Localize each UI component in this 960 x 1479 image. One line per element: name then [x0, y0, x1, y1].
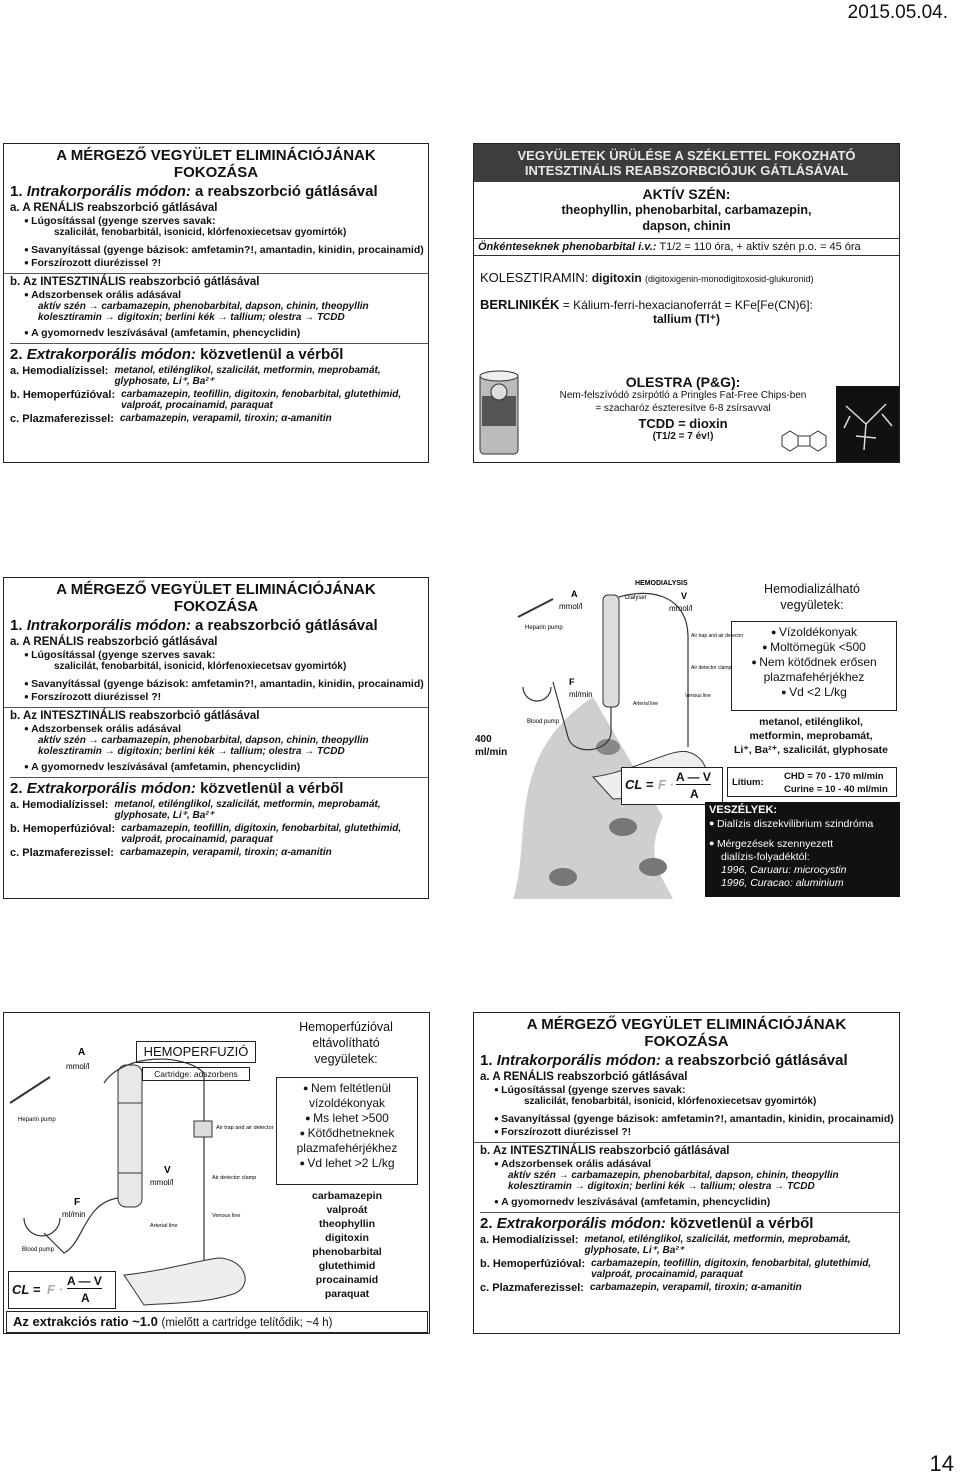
- section-2-heading: 2. Extrakorporális módon: közvetlenül a vérből: [10, 777, 428, 797]
- perfusable-drugs: [276, 1189, 418, 1301]
- thallium-line: tallium (Tl⁺): [653, 312, 720, 326]
- adsorbent-line-2: kolesztiramin → digitoxin; berlini kék → tallium; olestra → TCDD: [38, 746, 345, 757]
- bullet-alkalinization: ● Lúgosítással (gyenge szerves savak:: [24, 215, 428, 227]
- dialysable-drugs: metanol, etilénglikol, metformin, meprobamát, Li⁺, Ba²⁺, szalicilát, glyphosate: [733, 716, 889, 756]
- venous-label: Venous line: [212, 1213, 241, 1219]
- drug-item: phenobarbital: [312, 1246, 382, 1258]
- f-unit: ml/min: [569, 690, 593, 699]
- adsorbent-line-2: kolesztiramin → digitoxin; berlini kék → tallium; olestra → TCDD: [38, 312, 345, 323]
- bullet-acidification: ● Savanyítással (gyenge bázisok: amfetamin?!, amantadin, kinidin, procainamid): [494, 1113, 899, 1125]
- section-2-heading: 2. Extrakorporális módon: közvetlenül a vérből: [480, 1212, 899, 1232]
- drug-item: procainamid: [315, 1274, 379, 1286]
- f-unit: ml/min: [62, 1210, 86, 1219]
- v-unit: mmol/l: [669, 604, 693, 613]
- dialyser-cartridge: [603, 595, 619, 707]
- olestra-molecule-image: [836, 386, 899, 462]
- slide-intestinal: [473, 143, 900, 463]
- cholestyramine-line: KOLESZTIRAMIN: digitoxin (digitoxigenin-monodigitoxosid-glukuronid): [480, 270, 814, 285]
- bullet-adsorbents: ● Adszorbensek orális adásával: [24, 289, 428, 301]
- drug-item: digitoxin: [325, 1232, 369, 1244]
- renal-heading: a. A RENÁLIS reabszorbció gátlásával: [10, 202, 218, 214]
- bullet-diuresis: ● Forszírozott diurézissel ?!: [494, 1126, 899, 1138]
- a-label: A: [571, 589, 578, 599]
- dialysis-criteria: ● Vízoldékonyak ● Moltömegük <500 ● Nem kötődnek erősen plazmafehérjékhez ● Vd <2 L/kg: [731, 621, 897, 711]
- bullet-acidification: ● Savanyítással (gyenge bázisok: amfetamin?!, amantadin, kinidin, procainamid): [24, 244, 428, 256]
- slide-title: A MÉRGEZŐ VEGYÜLET ELIMINÁCIÓJÁNAK FOKOZÁSA: [526, 1016, 847, 1050]
- arm-shape: [124, 1258, 245, 1305]
- adsorbent-line-1: aktív szén → carbamazepin, phenobarbital, dapson, chinin, theopyllin: [38, 301, 369, 312]
- bullet-alkalinization: ● Lúgosítással (gyenge szerves savak:: [24, 649, 428, 661]
- venous-tubing: [619, 593, 688, 747]
- blood-cell: [609, 818, 637, 836]
- perfusable-title: Hemoperfúzióval eltávolítható vegyületek:: [299, 1020, 393, 1066]
- slide-hemoperfusion: [3, 1012, 430, 1334]
- arterial-label: Arterial line: [150, 1223, 178, 1229]
- clamp-label: Air detector clamp: [691, 665, 732, 671]
- dioxin-structure: [774, 424, 834, 462]
- blood-pump-label: Blood pump: [527, 719, 560, 725]
- drug-item: carbamazepin: [311, 1190, 383, 1202]
- hemodialysis-row: a. Hemodialízissel: metanol, etilénglikol, szalicilát, metformin, meprobamát, glyphosate, Li⁺, Ba²⁺: [10, 365, 381, 387]
- blood-cell: [549, 868, 577, 886]
- section-1-heading: 1. Intrakorporális módon: a reabszorbció gátlásával: [10, 183, 378, 200]
- heparin-syringe: [518, 599, 553, 617]
- renal-heading: a. A RENÁLIS reabszorbció gátlásával: [10, 636, 218, 648]
- section-2-heading: 2. Extrakorporális módon: közvetlenül a vérből: [10, 343, 428, 363]
- lithium-clearance: Lítium: CHD = 70 - 170 ml/min Curine = 10 - 40 ml/min: [727, 767, 897, 797]
- f-label: F: [74, 1197, 81, 1208]
- blood-pump-label: Blood pump: [22, 1247, 55, 1253]
- drug-item: valproát: [326, 1204, 368, 1216]
- hemoperfusion-row: b. Hemoperfúzióval: carbamazepin, teofillin, digitoxin, fenobarbital, glutethimid, valproát, procainamid, paraquat: [480, 1258, 872, 1280]
- bullet-diuresis: ● Forszírozott diurézissel ?!: [24, 691, 428, 703]
- clearance-formula: CL = F · A — V A: [621, 767, 723, 805]
- adsorbent-line-2: kolesztiramin → digitoxin; berlini kék → tallium; olestra → TCDD: [508, 1181, 815, 1192]
- slide-elimination-3: [473, 1012, 900, 1334]
- air-trap-shape: [194, 1121, 212, 1137]
- bullet-adsorbents: ● Adszorbensek orális adásával: [494, 1158, 899, 1170]
- f-label: F: [569, 677, 575, 687]
- heparin-label: Heparin pump: [18, 1117, 56, 1123]
- clearance-formula: CL = F · A — V A: [8, 1271, 116, 1309]
- heparin-label: Heparin pump: [525, 625, 563, 631]
- plasmapheresis-row: c. Plazmaferezissel: carbamazepin, verapamil, tiroxin; α-amanitin: [10, 847, 332, 859]
- arterial-label: Arterial line: [633, 701, 659, 707]
- pringles-can-image: [478, 368, 520, 456]
- bullet-diuresis: ● Forszírozott diurézissel ?!: [24, 257, 428, 269]
- a-unit: mmol/l: [559, 602, 583, 611]
- hemodialysis-row: a. Hemodialízissel: metanol, etilénglikol, szalicilát, metformin, meprobamát, glyphosate, Li⁺, Ba²⁺: [10, 799, 381, 821]
- alkalinization-list: szalicilát, fenobarbitál, isonicid, klórfenoxiecetsav gyomirtók): [54, 227, 347, 238]
- bullet-gastric: ● A gyomornedv leszívásával (amfetamin, phencyclidin): [24, 761, 428, 773]
- hemodialysis-row: a. Hemodialízissel: metanol, etilénglikol, szalicilát, metformin, meprobamát, glyphosate, Li⁺, Ba²⁺: [480, 1234, 851, 1256]
- volunteer-line: Önkénteseknek phenobarbital i.v.: T1/2 = 110 óra, + aktív szén p.o. = 45 óra: [474, 238, 899, 256]
- adsorbent-line-1: aktív szén → carbamazepin, phenobarbital, dapson, chinin, theopyllin: [508, 1170, 839, 1181]
- dangers-box: VESZÉLYEK: ● Dialízis diszekvilibrium szindróma ● Mérgezések szennyezett dialízis-folyadéktól: 1996, Caruaru: microcystin 1996, Curacao: aluminium: [705, 802, 900, 897]
- intestinal-heading: b. Az INTESZTINÁLIS reabszorbció gátlásával: [10, 710, 260, 722]
- v-label: V: [681, 591, 688, 601]
- hemoperfusion-title: HEMOPERFUZIÓ: [136, 1041, 256, 1063]
- venous-label: Venous line: [685, 693, 711, 699]
- hemoperfusion-row: b. Hemoperfúzióval: carbamazepin, teofillin, digitoxin, fenobarbital, glutethimid, valproát, procainamid, paraquat: [10, 389, 402, 411]
- alkalinization-list: szalicilát, fenobarbitál, isonicid, klórfenoxiecetsav gyomirtók): [524, 1096, 817, 1107]
- v-unit: mmol/l: [150, 1178, 174, 1187]
- slide-elimination-1: [3, 143, 429, 463]
- blood-cell: [639, 858, 667, 876]
- adsorbent-line-1: aktív szén → carbamazepin, phenobarbital, dapson, chinin, theopyllin: [38, 735, 369, 746]
- drug-item: theophyllin: [319, 1218, 375, 1230]
- page-number: 14: [929, 1451, 954, 1476]
- a-label: A: [78, 1047, 86, 1058]
- dialysable-title: Hemodializálható vegyületek:: [764, 582, 860, 612]
- slide-title: A MÉRGEZŐ VEGYÜLET ELIMINÁCIÓJÁNAK FOKOZÁSA: [56, 147, 376, 181]
- intestinal-heading: b. Az INTESZTINÁLIS reabszorbció gátlásával: [480, 1145, 730, 1157]
- plasmapheresis-row: c. Plazmaferezissel: carbamazepin, verapamil, tiroxin; α-amanitin: [10, 413, 332, 425]
- hemoperfusion-criteria: ● Nem feltétlenül vízoldékonyak ● Ms lehet >500 ● Kötődhetneknek plazmafehérjékhez ● Vd lehet >2 L/kg: [276, 1077, 418, 1185]
- plasmapheresis-row: c. Plazmaferezissel: carbamazepin, verapamil, tiroxin; α-amanitin: [480, 1282, 802, 1294]
- extraction-ratio: Az extrakciós ratio ~1.0 (mielőtt a cartridge telítődik; ~4 h): [6, 1311, 428, 1333]
- bullet-acidification: ● Savanyítással (gyenge bázisok: amfetamin?!, amantadin, kinidin, procainamid): [24, 678, 428, 690]
- dialyser-label: Dialyser: [625, 595, 647, 601]
- intestinal-heading: b. Az INTESZTINÁLIS reabszorbció gátlásával: [10, 276, 260, 288]
- section-1-heading: 1. Intrakorporális módon: a reabszorbció gátlásával: [480, 1052, 848, 1069]
- slide-title: A MÉRGEZŐ VEGYÜLET ELIMINÁCIÓJÁNAK FOKOZÁSA: [56, 581, 376, 615]
- slide-header: VEGYÜLETEK ÜRÜLÉSE A SZÉKLETTEL FOKOZHATÓ INTESZTINÁLIS REABSZORBCIÓJUK GÁTLÁSÁVAL: [474, 144, 899, 182]
- hemoperfusion-row: b. Hemoperfúzióval: carbamazepin, teofillin, digitoxin, fenobarbital, glutethimid, valproát, procainamid, paraquat: [10, 823, 402, 845]
- alkalinization-list: szalicilát, fenobarbitál, isonicid, klórfenoxiecetsav gyomirtók): [54, 661, 347, 672]
- cartridge-shape: [118, 1065, 142, 1207]
- section-1-heading: 1. Intrakorporális módon: a reabszorbció gátlásával: [10, 617, 378, 634]
- active-charcoal-block: AKTÍV SZÉN: theophyllin, phenobarbital, carbamazepin, dapson, chinin: [561, 186, 812, 233]
- v-label: V: [164, 1165, 171, 1176]
- slide-hemodialysis: [473, 577, 900, 899]
- a-unit: mmol/l: [66, 1062, 90, 1071]
- print-date: 2015.05.04.: [847, 2, 948, 23]
- renal-heading: a. A RENÁLIS reabszorbció gátlásával: [480, 1071, 688, 1083]
- bullet-adsorbents: ● Adszorbensek orális adásával: [24, 723, 428, 735]
- heparin-syringe: [10, 1077, 50, 1103]
- air-trap-label: Air trap and air detector: [216, 1125, 274, 1131]
- flow-rate-label: 400 ml/min: [475, 734, 508, 758]
- slide-elimination-2: [3, 577, 429, 899]
- cartridge-label: Cartridge: adszorbens: [142, 1067, 250, 1081]
- bullet-gastric: ● A gyomornedv leszívásával (amfetamin, phencyclidin): [494, 1196, 899, 1208]
- clamp-label: Air detector clamp: [212, 1175, 257, 1181]
- air-trap-label: Air trap and air detector: [691, 633, 744, 639]
- dialysis-title: HEMODIALYSIS: [635, 580, 688, 587]
- drug-item: paraquat: [324, 1288, 370, 1300]
- olestra-block: OLESTRA (P&G): Nem-felszívódó zsírpótló a Pringles Fat-Free Chips-ben = szacharóz észteresítve 6-8 zsírsavval TCDD = dioxin (T1/2 = 7 év!): [559, 374, 807, 442]
- bullet-alkalinization: ● Lúgosítással (gyenge szerves savak:: [494, 1084, 899, 1096]
- prussian-blue-line: BERLINIKÉK = Kálium-ferri-hexacianoferrát = KFe[Fe(CN)6]:: [480, 297, 813, 312]
- drug-item: glutethimid: [318, 1260, 376, 1272]
- arterial-tubing: [24, 1198, 118, 1253]
- bullet-gastric: ● A gyomornedv leszívásával (amfetamin, phencyclidin): [24, 327, 428, 339]
